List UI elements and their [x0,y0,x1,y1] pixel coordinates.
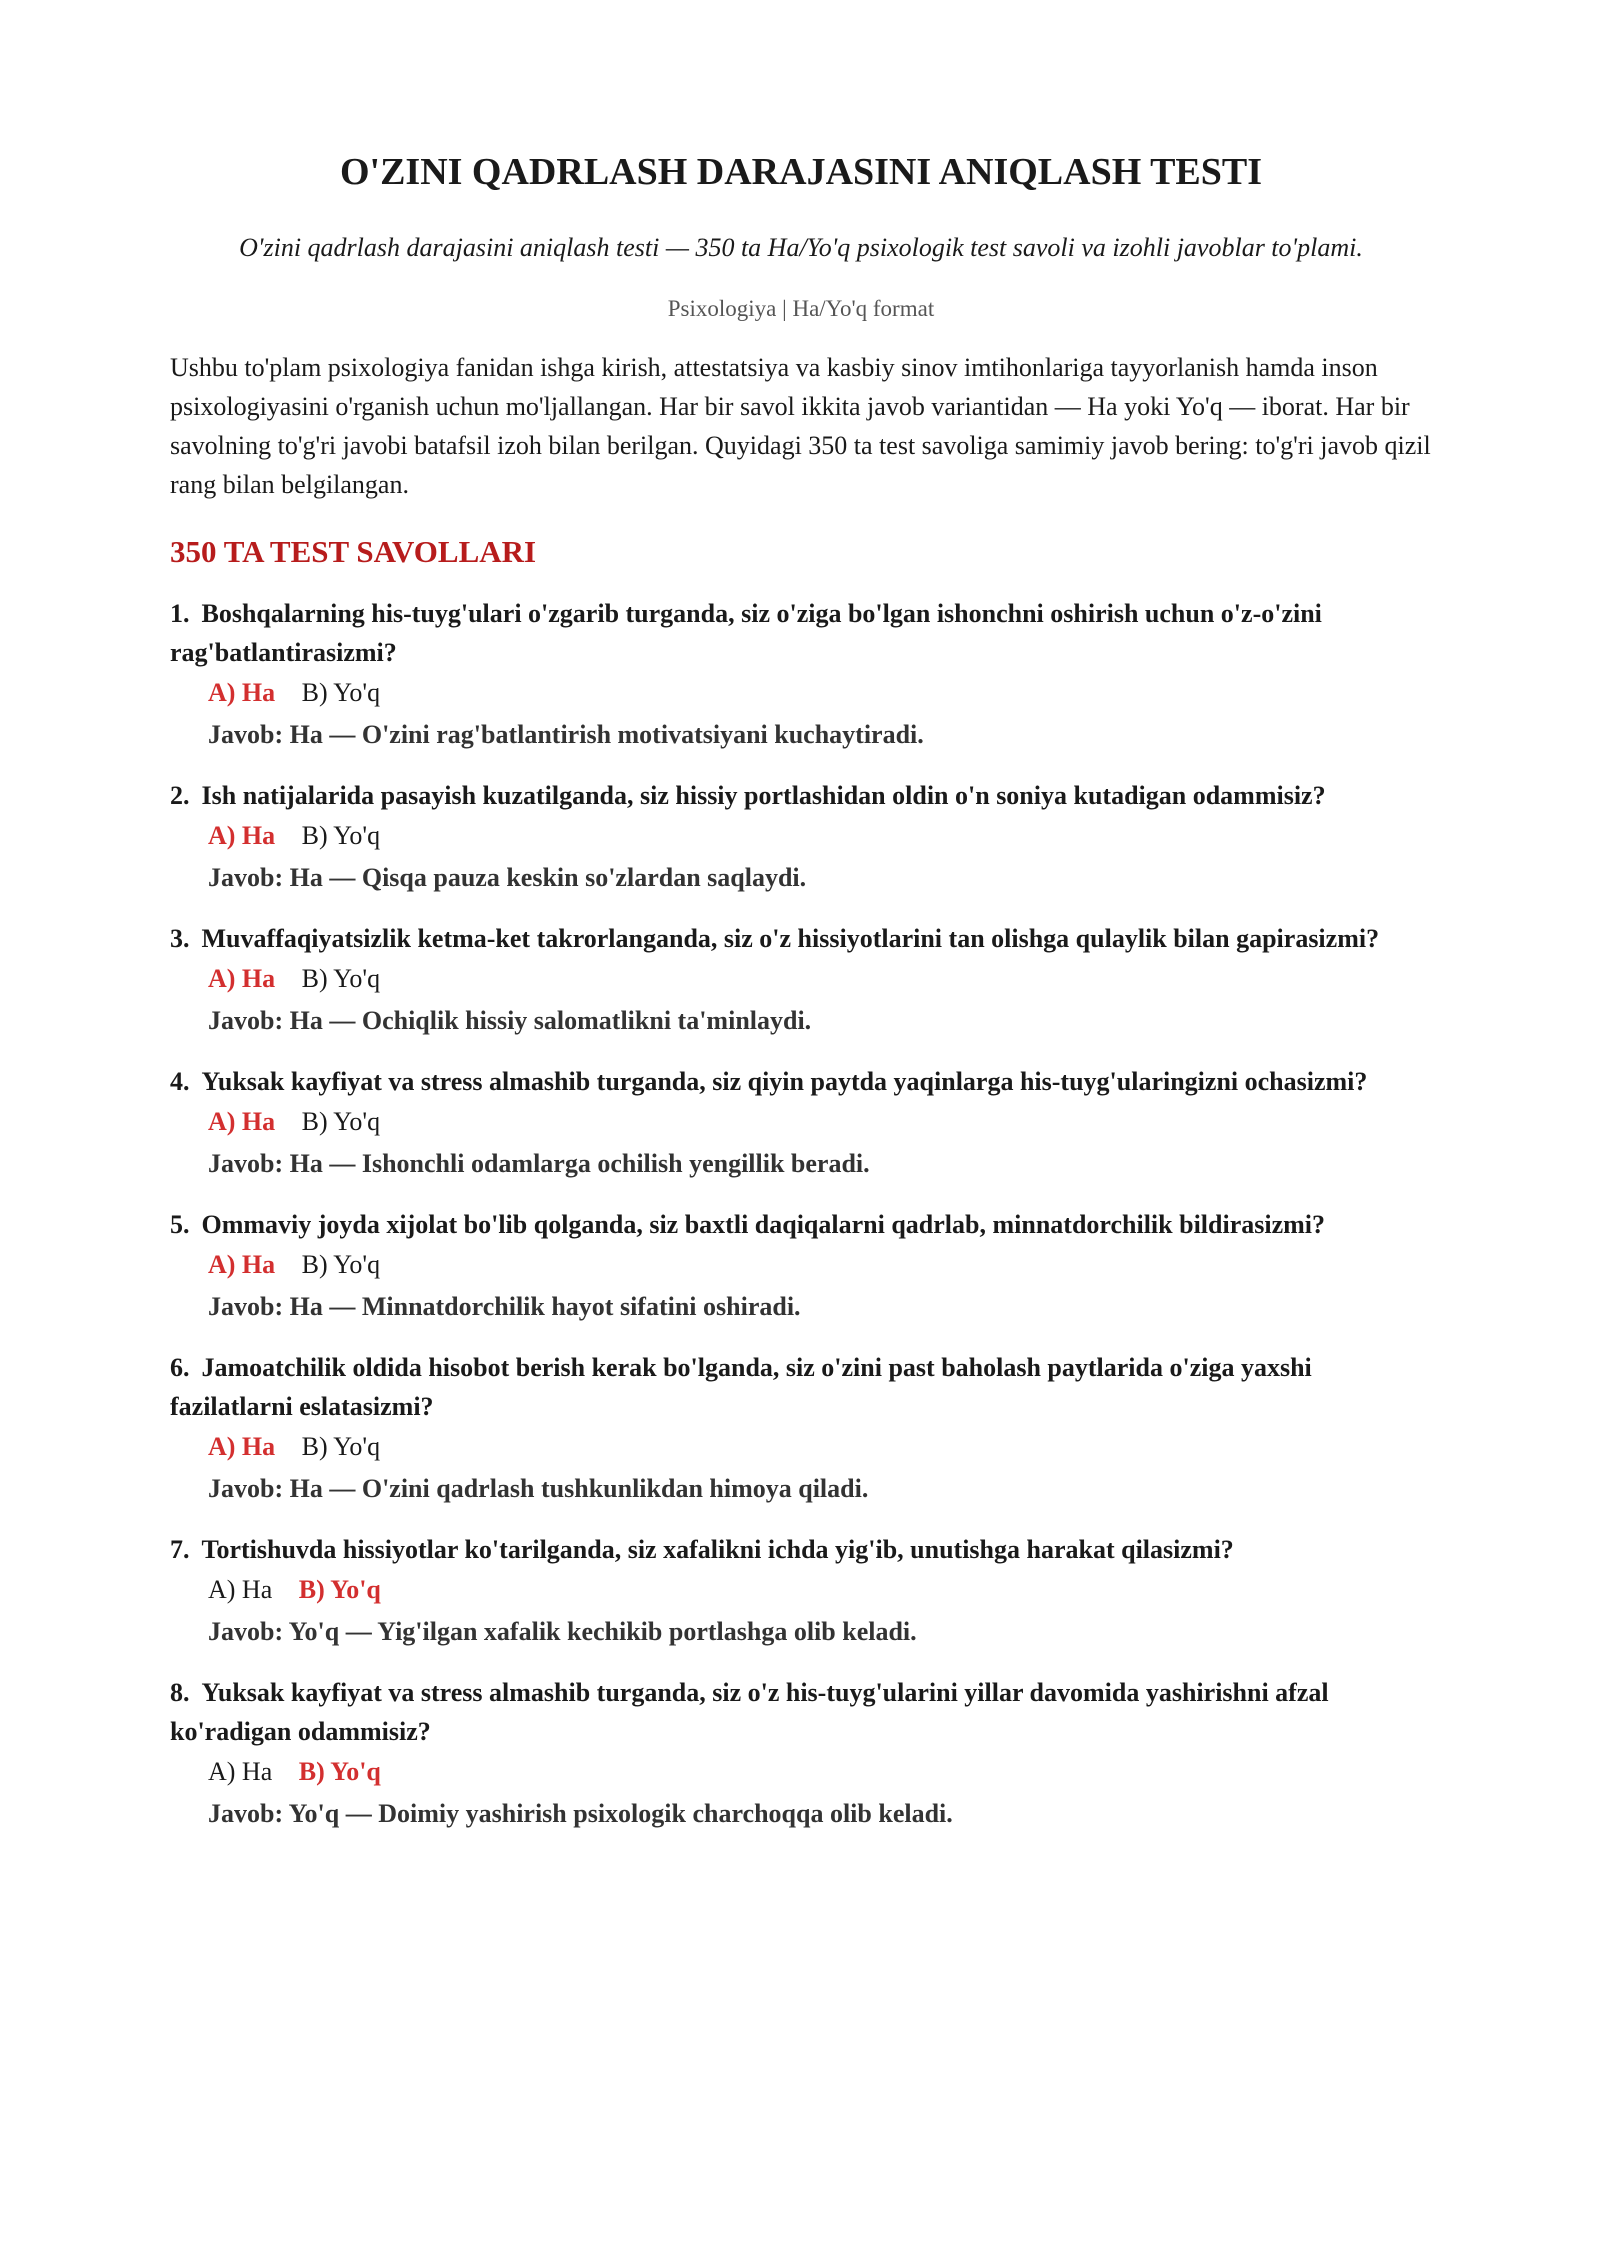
intro-paragraph: Ushbu to'plam psixologiya fanidan ishga kirish, attestatsiya va kasbiy sinov imtihonlariga tayyorlanish hamda inson psixologiyasini o'rganish uchun mo'ljallangan. Har bir savol ikkita javob variantidan — Ha yoki Yo'q — iborat. Har bir savolning to'g'ri javobi batafsil izoh bilan berilgan. Quyidagi 350 ta test savoliga samimiy javob bering: to'g'ri javob qizil rang bilan belgilangan. [170,352,1431,499]
option-b: B) Yo'q [298,1756,381,1786]
answer-options [170,1751,1432,1793]
question-body: Ish natijalarida pasayish kuzatilganda, siz hissiy portlashidan oldin o'n soniya kutadigan odammisiz? [201,780,1326,810]
question-text [170,1348,1432,1426]
document-subtitle: O'zini qadrlash darajasini aniqlash testi — 350 ta Ha/Yo'q psixologik test savoli va izohli javoblar to'plami. [239,232,1363,262]
option-b: B) Yo'q [301,677,381,707]
question-item [170,1673,1432,1835]
answer-options [170,958,1432,1000]
option-a: A) Ha [208,677,276,707]
option-a: A) Ha [208,1249,276,1279]
question-body: Tortishuvda hissiyotlar ko'tarilganda, siz xafalikni ichda yig'ib, unutishga harakat qilasizmi? [201,1534,1234,1564]
question-number: 7. [170,1534,190,1564]
answer-explanation: Javob: Yo'q — Doimiy yashirish psixologik charchoqqa olib keladi. [208,1798,953,1828]
answer-explanation: Javob: Ha — O'zini qadrlash tushkunlikdan himoya qiladi. [208,1473,869,1503]
question-item [170,919,1432,1042]
option-b: B) Yo'q [301,1431,381,1461]
document-meta: Psixologiya | Ha/Yo'q format [667,295,935,321]
answer-explanation: Javob: Ha — Ochiqlik hissiy salomatlikni ta'minlaydi. [208,1005,812,1035]
question-number: 8. [170,1677,190,1707]
option-a: A) Ha [208,1106,276,1136]
question-body: Yuksak kayfiyat va stress almashib turganda, siz o'z his-tuyg'ularini yillar davomida yashirishni afzal ko'radigan odammisiz? [170,1677,1329,1746]
question-text [170,594,1432,672]
question-body: Yuksak kayfiyat va stress almashib turganda, siz qiyin paytda yaqinlarga his-tuyg'ularingizni ochasizmi? [201,1066,1368,1096]
question-number: 2. [170,780,190,810]
question-number: 6. [170,1352,190,1382]
question-body: Muvaffaqiyatsizlik ketma-ket takrorlanganda, siz o'z hissiyotlarini tan olishga qulaylik bilan gapirasizmi? [201,923,1380,953]
question-number: 3. [170,923,190,953]
option-b: B) Yo'q [301,1249,381,1279]
answer-options [170,1569,1432,1611]
document-title: O'ZINI QADRLASH DARAJASINI ANIQLASH TESTI [339,151,1263,193]
question-list [170,594,1432,1835]
question-body: Ommaviy joyda xijolat bo'lib qolganda, siz baxtli daqiqalarni qadrlab, minnatdorchilik bildirasizmi? [201,1209,1325,1239]
question-item [170,1062,1432,1185]
question-body: Boshqalarning his-tuyg'ulari o'zgarib turganda, siz o'ziga bo'lgan ishonchni oshirish uchun o'z-o'zini rag'batlantirasizmi? [170,598,1322,667]
answer-explanation: Javob: Yo'q — Yig'ilgan xafalik kechikib portlashga olib keladi. [208,1616,917,1646]
question-text [170,1062,1432,1101]
question-number: 5. [170,1209,190,1239]
section-title: 350 TA TEST SAVOLLARI [170,533,537,569]
answer-explanation: Javob: Ha — Ishonchli odamlarga ochilish yengillik beradi. [208,1148,870,1178]
option-b: B) Yo'q [298,1574,381,1604]
question-body: Jamoatchilik oldida hisobot berish kerak bo'lganda, siz o'zini past baholash paytlarida o'ziga yaxshi fazilatlarni eslatasizmi? [170,1352,1312,1421]
question-number: 4. [170,1066,190,1096]
option-b: B) Yo'q [301,1106,381,1136]
question-item [170,594,1432,756]
question-text [170,919,1432,958]
question-number: 1. [170,598,190,628]
question-item [170,1530,1432,1653]
answer-options [170,672,1432,714]
option-a: A) Ha [208,1574,273,1604]
option-b: B) Yo'q [301,820,381,850]
answer-options [170,1244,1432,1286]
question-item [170,776,1432,899]
answer-options [170,815,1432,857]
answer-options [170,1426,1432,1468]
question-text [170,1205,1432,1244]
option-a: A) Ha [208,1431,276,1461]
answer-explanation: Javob: Ha — O'zini rag'batlantirish motivatsiyani kuchaytiradi. [208,719,924,749]
question-text [170,776,1432,815]
answer-explanation: Javob: Ha — Qisqa pauza keskin so'zlardan saqlaydi. [208,862,807,892]
question-text [170,1673,1432,1751]
answer-explanation: Javob: Ha — Minnatdorchilik hayot sifatini oshiradi. [208,1291,801,1321]
question-item [170,1348,1432,1510]
option-a: A) Ha [208,820,276,850]
document-page [170,150,1432,1855]
answer-options [170,1101,1432,1143]
option-b: B) Yo'q [301,963,381,993]
option-a: A) Ha [208,963,276,993]
question-item [170,1205,1432,1328]
question-text [170,1530,1432,1569]
option-a: A) Ha [208,1756,273,1786]
